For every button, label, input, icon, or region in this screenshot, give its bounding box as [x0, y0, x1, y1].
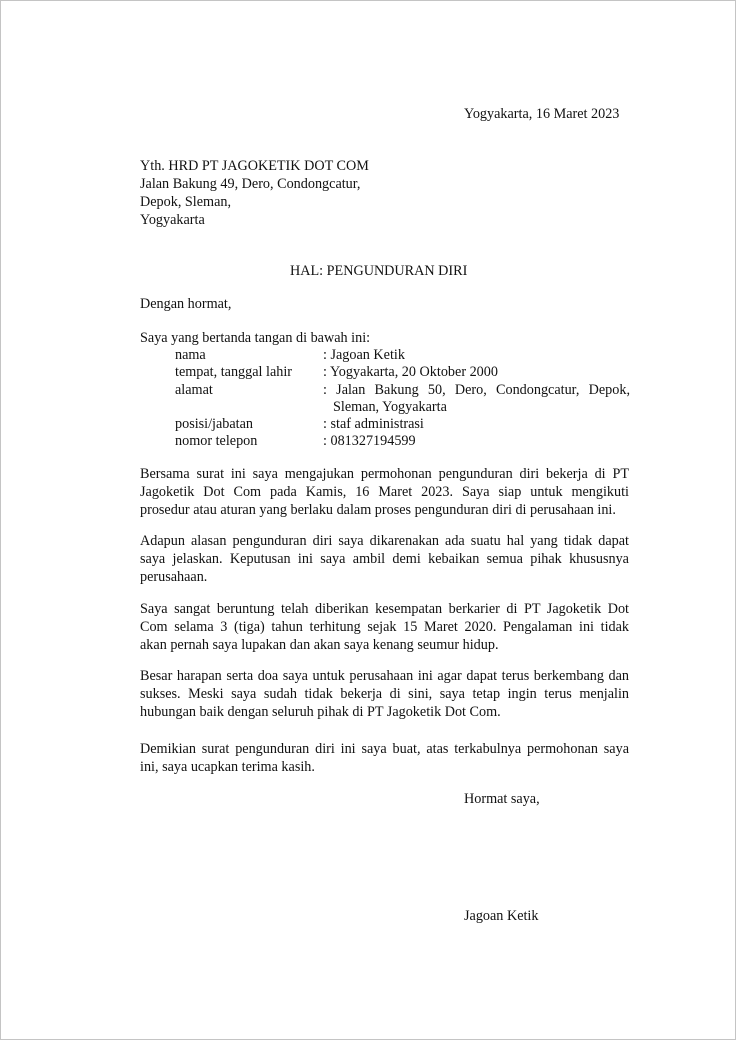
paragraph-reason — [140, 532, 629, 586]
paragraph-line: sukses. Meski saya sudah tidak bekerja di sini, saya tetap ingin terus menjalin — [140, 686, 629, 702]
paragraph-line: Saya sangat beruntung telah diberikan kesempatan berkarier di PT Jagoketik Dot — [140, 601, 629, 617]
recipient-line: Depok, Sleman, — [140, 194, 232, 210]
place-date: Yogyakarta, 16 Maret 2023 — [464, 106, 620, 122]
identity-label: alamat — [175, 382, 213, 398]
identity-label: posisi/jabatan — [175, 416, 254, 432]
paragraph-gratitude — [140, 600, 629, 654]
recipient-line: Jalan Bakung 49, Dero, Condongcatur, — [140, 176, 361, 192]
greeting: Dengan hormat, — [140, 296, 232, 312]
paragraph-line: Bersama surat ini saya mengajukan permohonan pengunduran diri bekerja di PT — [140, 466, 629, 482]
recipient-line: Yogyakarta — [140, 212, 205, 228]
intro-line: Saya yang bertanda tangan di bawah ini: — [140, 330, 371, 346]
paragraph-hope — [140, 667, 629, 721]
paragraph-line: hubungan baik dengan seluruh pihak di PT Jagoketik Dot Com. — [140, 704, 501, 720]
paragraph-line: ini, saya ucapkan terima kasih. — [140, 759, 315, 775]
paragraph-line: Besar harapan serta doa saya untuk perusahaan ini agar dapat terus berkembang dan — [140, 668, 629, 684]
recipient-line: Yth. HRD PT JAGOKETIK DOT COM — [140, 158, 369, 174]
signature-name: Jagoan Ketik — [464, 908, 539, 924]
letter-subject: HAL: PENGUNDURAN DIRI — [290, 263, 468, 279]
paragraph-line: Adapun alasan pengunduran diri saya dikarenakan ada suatu hal yang tidak dapat — [140, 533, 629, 549]
paragraph-line: Jagoketik Dot Com pada Kamis, 16 Maret 2023. Saya siap untuk mengikuti — [140, 484, 629, 500]
paragraph-line: perusahaan. — [140, 569, 208, 585]
identity-label: nama — [175, 347, 206, 363]
paragraph-line: saya jelaskan. Keputusan ini saya ambil demi kebaikan semua pihak khususnya — [140, 551, 629, 567]
paragraph-line: Com selama 3 (tiga) tahun terhitung sejak 15 Maret 2020. Pengalaman ini tidak — [140, 619, 629, 635]
closing-salutation: Hormat saya, — [464, 791, 540, 807]
identity-label: tempat, tanggal lahir — [175, 364, 293, 380]
paragraph-line: Demikian surat pengunduran diri ini saya buat, atas terkabulnya permohonan saya — [140, 741, 629, 757]
identity-value: : Jalan Bakung 50, Dero, Condongcatur, Depok, — [323, 382, 630, 398]
identity-value: : Jagoan Ketik — [323, 347, 405, 363]
paragraph-resignation-request — [140, 465, 629, 519]
paragraph-line: prosedur atau aturan yang berlaku dalam proses pengunduran diri di perusahaan ini. — [140, 502, 616, 518]
identity-value: : 081327194599 — [323, 433, 416, 449]
identity-value-continued: Sleman, Yogyakarta — [333, 399, 447, 415]
paragraph-closing — [140, 740, 629, 776]
paragraph-line: akan pernah saya lupakan dan akan saya kenang seumur hidup. — [140, 637, 499, 653]
identity-label: nomor telepon — [175, 433, 258, 449]
identity-value: : staf administrasi — [323, 416, 424, 432]
identity-value: : Yogyakarta, 20 Oktober 2000 — [323, 364, 498, 380]
